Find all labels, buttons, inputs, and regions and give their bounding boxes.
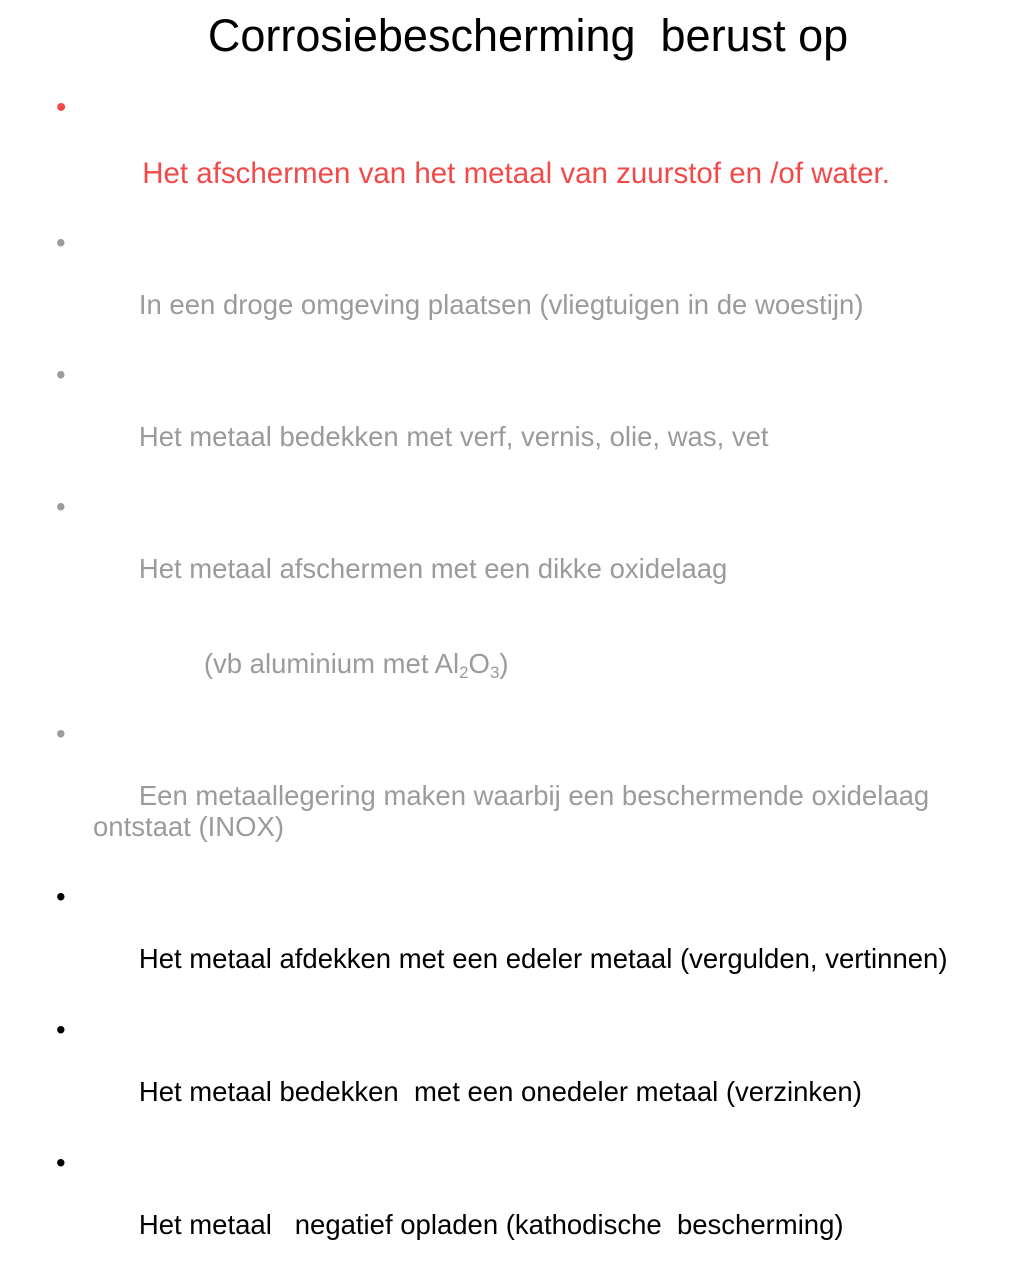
bullet-dot: • [56, 1147, 66, 1178]
bullet-dot: • [56, 881, 66, 912]
slide-title: Corrosiebescherming berust op [207, 10, 849, 61]
bullet-dot: • [56, 491, 66, 522]
oxide-example-sub-2: 3 [489, 663, 500, 682]
oxide-example-middle: O [468, 648, 490, 679]
bullet-text: In een droge omgeving plaatsen (vliegtuigen in de woestijn) [138, 289, 864, 320]
bullet-text: Een metaallegering maken waarbij een beschermende oxidelaag ontstaat (INOX) [93, 780, 937, 842]
bullet-dot: • [56, 227, 66, 258]
bullet-item [56, 718, 986, 873]
bullet-text: Het afschermen van het metaal van zuurstof en /of water. [142, 157, 890, 190]
bullet-list [56, 91, 986, 1280]
bullet-item [56, 1014, 986, 1138]
oxide-example-line [56, 617, 986, 710]
bullet-item [56, 881, 986, 1005]
bullet-dot: • [56, 359, 66, 390]
bullet-text: Het metaal bedekken met verf, vernis, olie, was, vet [138, 421, 769, 452]
bullet-dot: • [56, 718, 66, 749]
bullet-item [56, 227, 986, 351]
bullet-item [56, 491, 986, 615]
bullet-item [56, 1147, 986, 1271]
oxide-example-prefix: (vb aluminium met Al [203, 648, 460, 679]
bullet-text: Het metaal afschermen met een dikke oxidelaag [138, 553, 728, 584]
oxide-example-suffix: ) [499, 648, 509, 679]
bullet-text: Het metaal bedekken met een onedeler metaal (verzinken) [138, 1076, 862, 1107]
bullet-dot: • [56, 1014, 66, 1045]
bullet-dot: • [56, 91, 67, 124]
bullet-item [56, 359, 986, 483]
bullet-item [56, 91, 986, 223]
oxide-example-sub-1: 2 [459, 663, 469, 682]
bullet-text: Het metaal afdekken met een edeler metaal (vergulden, vertinnen) [138, 943, 948, 974]
bullet-text: Het metaal negatief opladen (kathodische bescherming) [138, 1209, 844, 1240]
